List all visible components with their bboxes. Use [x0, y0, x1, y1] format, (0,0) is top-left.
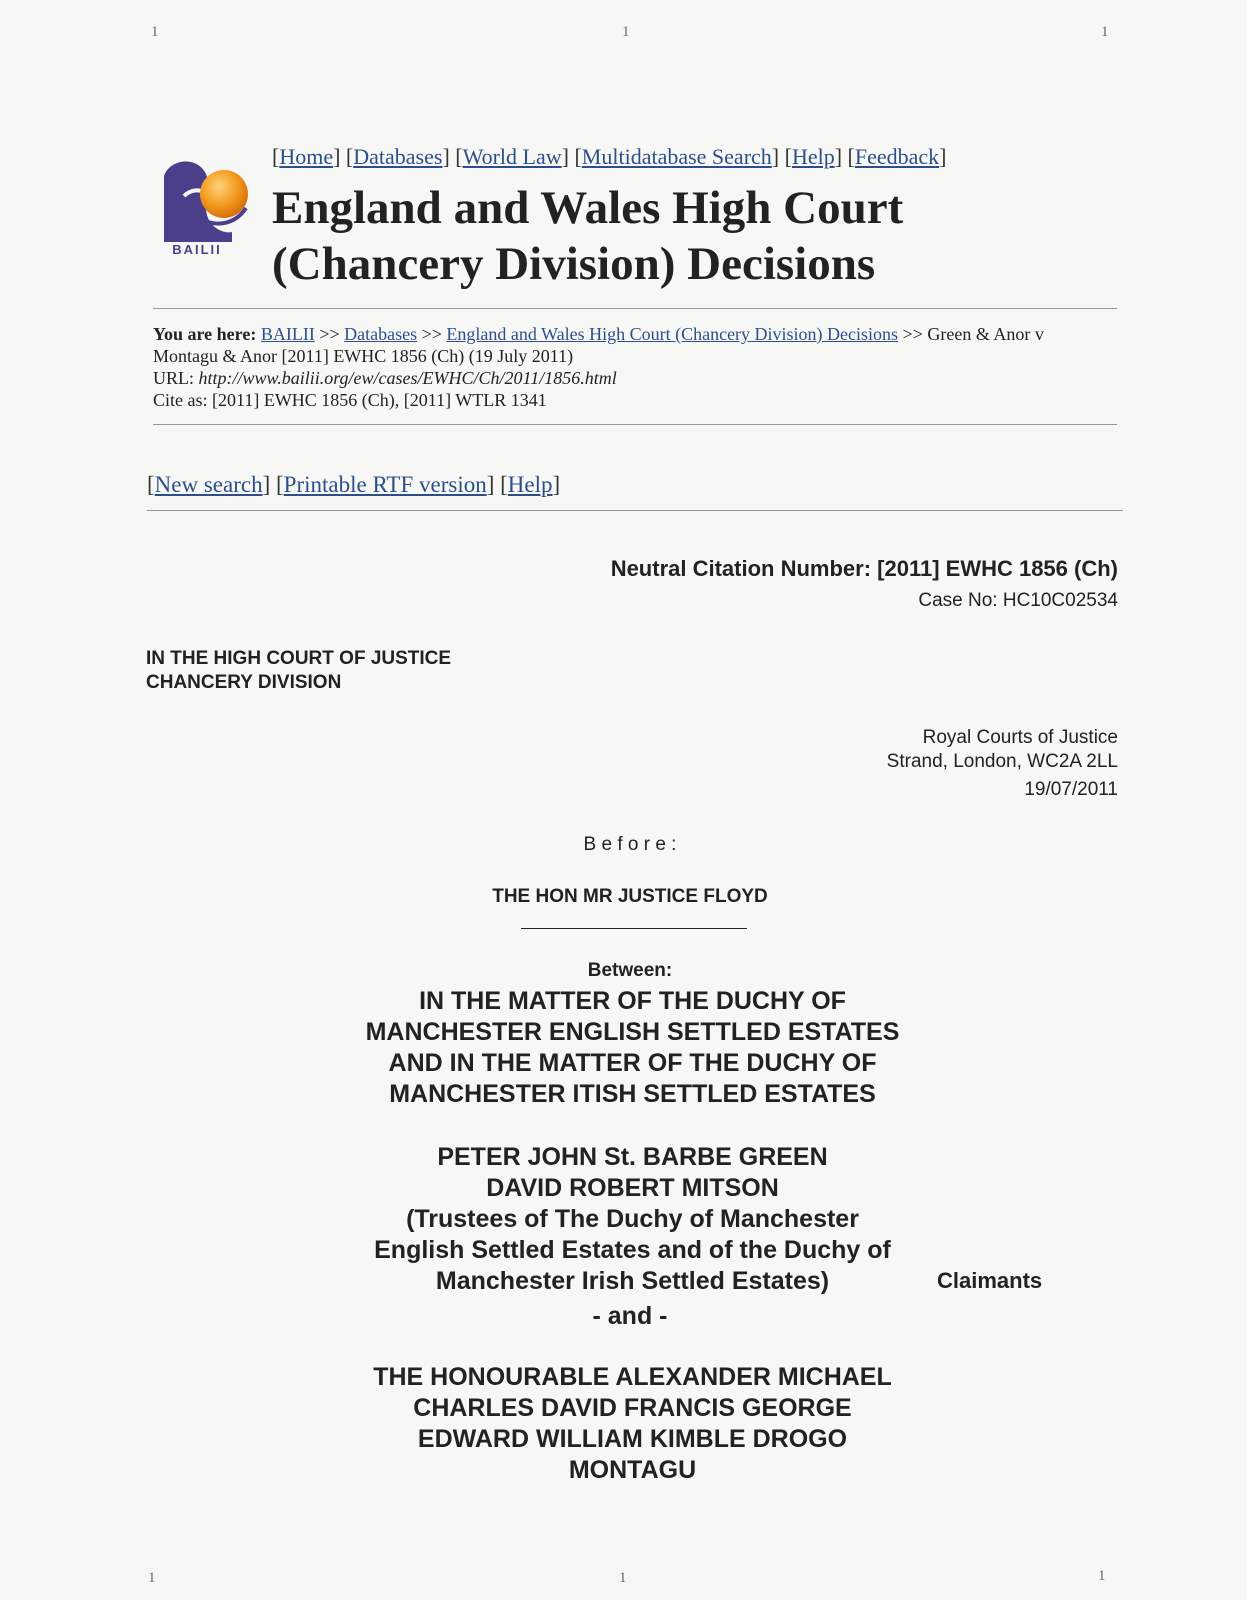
venue [700, 726, 1118, 802]
nav-home-link[interactable]: Home [279, 144, 334, 169]
and-separator: - and - [592, 1302, 668, 1330]
tools-help-link[interactable]: Help [507, 472, 553, 497]
page-title [272, 180, 903, 292]
nav-help-link[interactable]: Help [791, 144, 835, 169]
nav-feedback-link[interactable]: Feedback [854, 144, 940, 169]
between-label: Between: [587, 960, 673, 981]
divider-middle [153, 424, 1117, 425]
breadcrumb-current-case: Green & Anor v Montagu & Anor [2011] EWHC 1856 (Ch) (19 July 2011) [153, 324, 1044, 366]
bailii-logo[interactable] [162, 156, 254, 266]
claimant-line: (Trustees of The Duchy of Manchester [406, 1205, 859, 1233]
defendant-line: EDWARD WILLIAM KIMBLE DROGO [417, 1425, 848, 1453]
breadcrumb [153, 323, 1103, 411]
claimant-line: DAVID ROBERT MITSON [486, 1174, 779, 1202]
claimants-label: Claimants [937, 1268, 1043, 1293]
neutral-citation: Neutral Citation Number: [2011] EWHC 1856 (Ch) [610, 556, 1118, 581]
matter-line: MANCHESTER ITISH SETTLED ESTATES [389, 1080, 876, 1108]
claimant-line: English Settled Estates and of the Duchy of [374, 1236, 891, 1264]
bailii-logo-text: BAILII [172, 242, 222, 257]
breadcrumb-separator: >> [421, 324, 442, 344]
court-name-line2: CHANCERY DIVISION [146, 672, 342, 693]
page-title-line1: England and Wales High Court [272, 182, 904, 234]
case-url: http://www.bailii.org/ew/cases/EWHC/Ch/2011/1856.html [198, 368, 617, 388]
claimants-block [300, 1142, 965, 1297]
breadcrumb-separator: >> [902, 324, 923, 344]
top-nav: [Home] [Databases] [World Law] [Multidatabase Search] [Help] [Feedback] [272, 144, 947, 169]
url-label: URL: [153, 368, 195, 388]
defendant-line: THE HONOURABLE ALEXANDER MICHAEL [373, 1363, 892, 1391]
cite-value: [2011] EWHC 1856 (Ch), [2011] WTLR 1341 [212, 390, 547, 410]
new-search-link[interactable]: New search [154, 472, 263, 497]
court-name [146, 647, 451, 695]
nav-databases-link[interactable]: Databases [353, 144, 443, 169]
page-number-bottom-right: 1 [1098, 1568, 1106, 1584]
page-number-bottom-center: 1 [619, 1570, 627, 1586]
matter-title [300, 986, 965, 1110]
breadcrumb-databases-link[interactable]: Databases [344, 324, 418, 344]
claimant-line: PETER JOHN St. BARBE GREEN [437, 1143, 828, 1171]
divider-bottom [147, 510, 1123, 511]
case-number: Case No: HC10C02534 [918, 590, 1118, 611]
breadcrumb-court-link[interactable]: England and Wales High Court (Chancery Division) Decisions [446, 324, 899, 344]
divider-top [153, 308, 1117, 309]
court-name-line1: IN THE HIGH COURT OF JUSTICE [146, 648, 452, 669]
matter-line: AND IN THE MATTER OF THE DUCHY OF [388, 1049, 877, 1077]
matter-line: IN THE MATTER OF THE DUCHY OF [419, 987, 846, 1015]
before-label: B e f o r e : [583, 834, 677, 855]
matter-line: MANCHESTER ENGLISH SETTLED ESTATES [365, 1018, 900, 1046]
page-number-bottom-left: 1 [148, 1570, 156, 1586]
venue-line1: Royal Courts of Justice [922, 727, 1118, 748]
defendant-line: MONTAGU [568, 1456, 697, 1484]
judge-name: THE HON MR JUSTICE FLOYD [492, 886, 768, 907]
judgment-date: 19/07/2011 [1024, 779, 1118, 800]
breadcrumb-bailii-link[interactable]: BAILII [260, 324, 315, 344]
defendant-line: CHARLES DAVID FRANCIS GEORGE [413, 1394, 852, 1422]
breadcrumb-label: You are here: [153, 324, 257, 344]
venue-line2: Strand, London, WC2A 2LL [886, 751, 1118, 772]
tools-links: [New search] [Printable RTF version] [Help] [147, 472, 561, 497]
cite-label: Cite as: [153, 390, 208, 410]
nav-world-law-link[interactable]: World Law [462, 144, 562, 169]
breadcrumb-separator: >> [319, 324, 340, 344]
nav-multidatabase-search-link[interactable]: Multidatabase Search [581, 144, 772, 169]
page-number-top-right: 1 [1101, 24, 1109, 40]
claimant-line: Manchester Irish Settled Estates) [435, 1267, 830, 1295]
page-number-top-left: 1 [151, 24, 159, 40]
printable-rtf-link[interactable]: Printable RTF version [283, 472, 487, 497]
judge-underline [521, 928, 747, 929]
page-title-line2: (Chancery Division) Decisions [272, 238, 876, 290]
page-number-top-center: 1 [622, 24, 630, 40]
defendant-block [300, 1362, 965, 1486]
